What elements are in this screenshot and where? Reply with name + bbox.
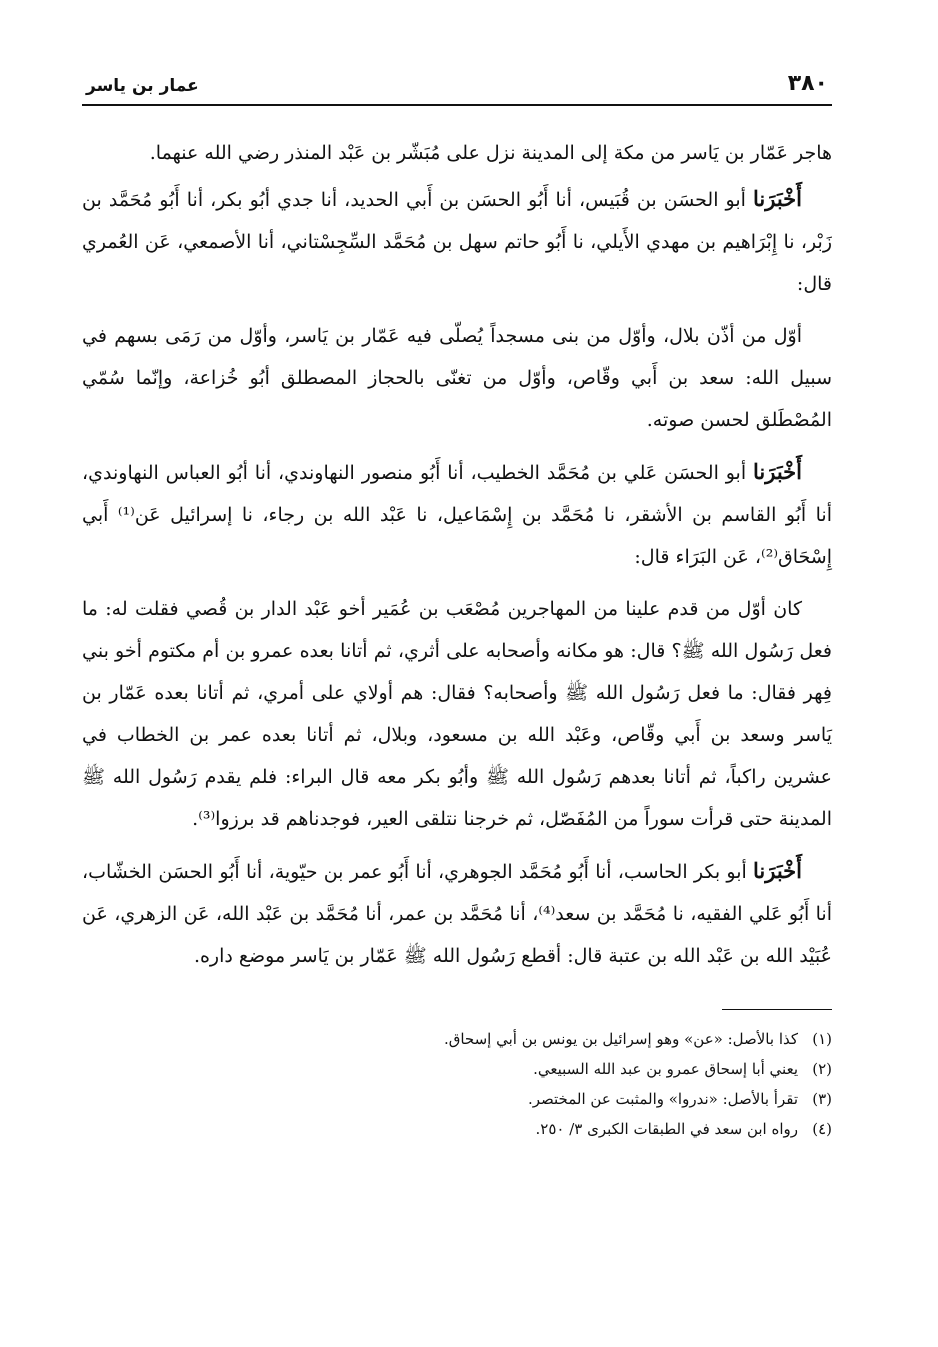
paragraph-text: هاجر عَمّار بن يَاسر من مكة إلى المدينة نزل على مُبَشّر بن عَبْد المنذر رضي الله عنهما.: [149, 142, 832, 164]
footnote-separator: [722, 1009, 832, 1010]
footnote-number: (٣): [812, 1090, 832, 1108]
footnote-text: رواه ابن سعد في الطبقات الكبرى ٣/ ٢٥٠.: [535, 1120, 798, 1138]
paragraph: [82, 315, 832, 441]
paragraph-text: أوّل من أذّن بلال، وأوّل من بنى مسجداً يُصلّى فيه عَمّار بن يَاسر، وأوّل من رَمَى بسهم في سبيل الله: سعد بن أَبي وقّاص، وأوّل من تغنّى بالحجاز المصطلق أبُو خُزاعة، وإنّما سُمّي المُصْطَلق لحسن صوته.: [82, 325, 832, 431]
footnote-text: يعني أبا إسحاق عمرو بن عبد الله السبيعي.: [533, 1060, 798, 1078]
footnote-number: (٤): [812, 1120, 832, 1138]
footnote-text: تقرأ بالأصل: «ندروا» والمثبت عن المختصر.: [527, 1090, 798, 1108]
paragraph: [82, 178, 832, 305]
footnote-number: (١): [812, 1030, 832, 1048]
main-text: [82, 132, 832, 977]
footnote-text: كذا بالأصل: «عن» وهو إسرائيل بن يونس بن أبي إسحاق.: [443, 1030, 798, 1048]
footnote-number: (٢): [812, 1060, 832, 1078]
page-number: ٣٨٠: [787, 71, 828, 96]
running-header: [82, 60, 832, 96]
akhbarana-keyword: أَخْبَرَنا: [753, 459, 802, 484]
paragraph-text: أبو بكر الحاسب، أنا أَبُو مُحَمَّد الجوهري، أنا أَبُو عمر بن حيّوية، أنا أَبُو الحسَن الخشّاب، أنا أَبُو عَلي الفقيه، نا مُحَمَّد بن سعد⁽⁴⁾، أنا مُحَمَّد بن عمر، أنا مُحَمَّد بن عَبْد الله، عَن الزهري، عَن عُبَيْد الله بن عَبْد الله بن عتبة قال: أقطع رَسُول الله ﷺ عَمّار بن يَاسر موضع داره.: [82, 861, 832, 967]
paragraph: [82, 850, 832, 977]
footnote: [82, 1024, 832, 1054]
header-rule: [82, 104, 832, 106]
footnote: [82, 1114, 832, 1144]
book-page: [82, 60, 832, 1144]
footnotes: [82, 1024, 832, 1144]
paragraph-text: أبو الحسَن بن قُبَيس، أنا أَبُو الحسَن بن أَبي الحديد، أنا جدي أبُو بكر، أنا أَبُو مُحَمَّد بن زَبْر، نا إِبْرَاهيم بن مهدي الأَيلي، نا أَبُو حاتم سهل بن مُحَمَّد السِّجِسْتاني، أنا الأصمعي، عَن العُمري قال:: [82, 189, 832, 295]
footnote: [82, 1054, 832, 1084]
paragraph: [82, 132, 832, 174]
paragraph: [82, 588, 832, 840]
paragraph-text: أبو الحسَن عَلي بن مُحَمَّد الخطيب، أنا أَبُو منصور النهاوندي، أنا أبُو العباس النهاوندي، أنا أَبُو القاسم بن الأشقر، نا مُحَمَّد بن إِسْمَاعيل، نا عَبْد الله بن رجاء، نا إسرائيل عَن⁽¹⁾ أَبي إِسْحَاق⁽²⁾، عَن البَرَاء قال:: [82, 462, 833, 568]
footnote: [82, 1084, 832, 1114]
running-title: عمار بن ياسر: [86, 76, 199, 96]
akhbarana-keyword: أَخْبَرَنا: [753, 858, 802, 883]
paragraph-text: كان أوّل من قدم علينا من المهاجرين مُصْعَب بن عُمَير أخو عَبْد الدار بن قُصي فقلت له: ما فعل رَسُول الله ﷺ؟ قال: هو مكانه وأصحابه على أثري، ثم أتانا بعده عمرو بن أم مكتوم أخو بني فِهر فقال: ما فعل رَسُول الله ﷺ وأصحابه؟ فقال: هم أولاي على أمري، ثم أتانا بعده عَمّار بن يَاسر وسعد بن أَبي وقّاص، وعَبْد الله بن مسعود، وبلال، ثم أتانا بعده عمر بن الخطاب في عشرين راكباً، ثم أتانا بعدهم رَسُول الله ﷺ وأبُو بكر معه قال البراء: فلم يقدم رَسُول الله ﷺ المدينة حتى قرأت سوراً من المُفَصّل، ثم خرجنا نتلقى العير، فوجدناهم قد برزوا⁽³⁾.: [82, 598, 832, 830]
akhbarana-keyword: أَخْبَرَنا: [753, 186, 802, 211]
paragraph: [82, 451, 832, 578]
